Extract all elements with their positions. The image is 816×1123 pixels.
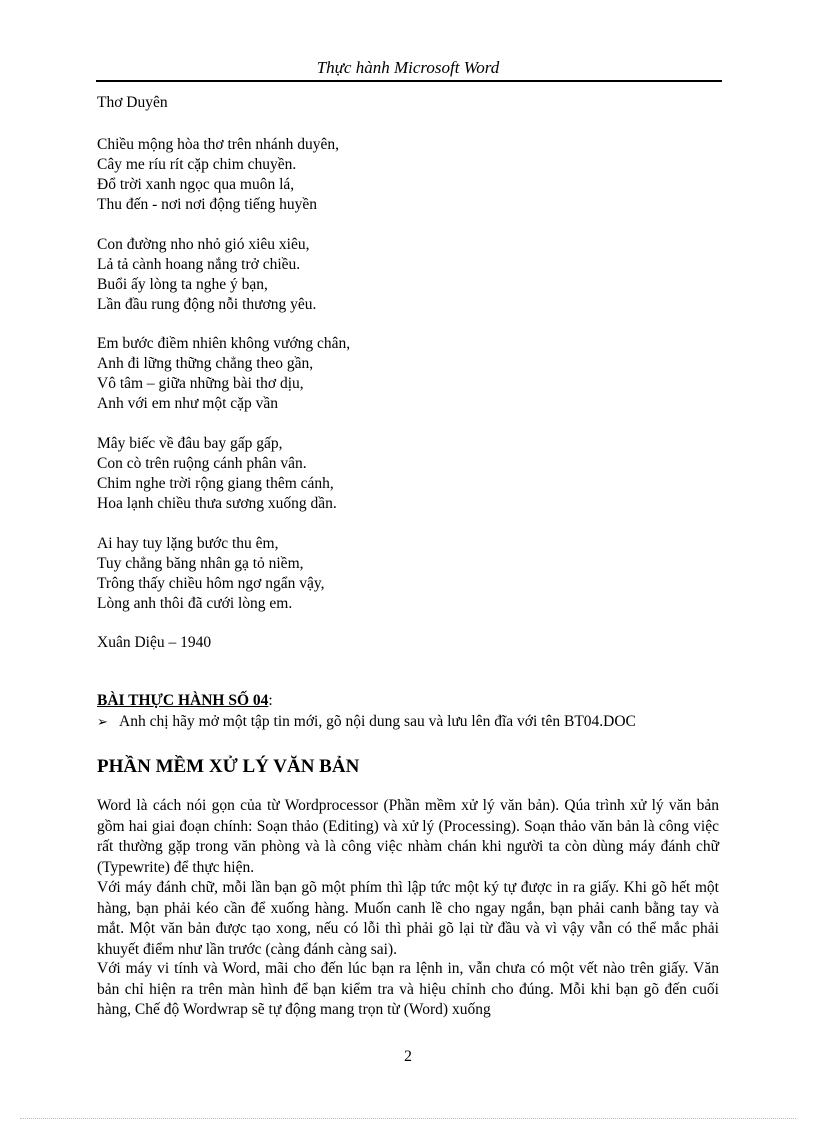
exercise-heading-colon: : <box>268 692 273 709</box>
poem-line: Thu đến - nơi nơi động tiếng huyền <box>97 196 318 213</box>
poem-line: Trông thấy chiều hôm ngơ ngẩn vậy, <box>97 575 325 592</box>
poem-line: Hoa lạnh chiều thưa sương xuống dần. <box>97 495 337 512</box>
poem-line: Buổi ấy lòng ta nghe ý bạn, <box>97 276 268 293</box>
body-paragraph-2: Với máy đánh chữ, mỗi lần bạn gõ một phím thì lập tức một ký tự được in ra giấy. Khi gõ hết một hàng, bạn phải kéo cần để xuống hàng. Muốn canh lề cho ngay ngắn, bạn phải canh bằng tay và mắt. Một văn bản được tạo xong, nếu có lỗi thì phải gõ lại từ đầu và vì vậy vẫn có thể mắc phải khuyết điểm như lần trước (càng đánh càng sai). <box>97 879 719 958</box>
poem-line: Anh với em như một cặp vần <box>97 395 279 412</box>
poem-line: Ai hay tuy lặng bước thu êm, <box>97 535 279 552</box>
header-rule <box>96 80 722 82</box>
poem-line: Lần đầu rung động nỗi thương yêu. <box>97 296 317 313</box>
poem-line: Chim nghe trời rộng giang thêm cánh, <box>97 475 334 492</box>
poem-line: Mây biếc về đâu bay gấp gấp, <box>97 435 283 452</box>
poem-line: Vô tâm – giữa những bài thơ dịu, <box>97 375 304 392</box>
poem-line: Em bước điềm nhiên không vướng chân, <box>97 335 351 352</box>
exercise-instruction <box>97 713 636 731</box>
poem-line: Đổ trời xanh ngọc qua muôn lá, <box>97 176 295 193</box>
poem-author: Xuân Diệu – 1940 <box>97 634 212 651</box>
poem-line: Lả tả cành hoang nắng trở chiều. <box>97 256 301 273</box>
poem-title: Thơ Duyên <box>97 94 168 111</box>
body-paragraph-3: Với máy vi tính và Word, mãi cho đến lúc bạn ra lệnh in, vẫn chưa có một vết nào trên giấy. Văn bản chỉ hiện ra trên màn hình để bạn kiểm tra và hiệu chỉnh cho đúng. Mỗi khi bạn gõ đến cuối hàng, Chế độ Wordwrap sẽ tự động mang trọn từ (Word) xuống <box>97 960 719 1018</box>
poem-line: Tuy chẳng băng nhân gạ tỏ niềm, <box>97 555 304 572</box>
exercise-instruction-text: Anh chị hãy mở một tập tin mới, gõ nội dung sau và lưu lên đĩa với tên BT04.DOC <box>119 713 636 730</box>
body-paragraph-1: Word là cách nói gọn của từ Wordprocessor (Phần mềm xử lý văn bản). Qúa trình xử lý văn bản gồm hai giai đoạn chính: Soạn thảo (Editing) và xử lý (Processing). Soạn thảo văn bản là công việc rất thường gặp trong văn phòng và là công việc nhàm chán khi người ta còn dùng máy đánh chữ (Typewrite) để thực hiện. <box>97 797 719 876</box>
poem-line: Con đường nho nhỏ gió xiêu xiêu, <box>97 236 310 253</box>
exercise-heading <box>97 692 273 710</box>
section-title: PHẦN MỀM XỬ LÝ VĂN BẢN <box>97 756 360 777</box>
page-header-title: Thực hành Microsoft Word <box>316 58 500 77</box>
poem-line: Con cò trên ruộng cánh phân vân. <box>97 455 307 472</box>
poem-line: Lòng anh thôi đã cưới lòng em. <box>97 595 293 612</box>
poem-line: Chiều mộng hòa thơ trên nhánh duyên, <box>97 136 339 153</box>
poem-line: Cây me ríu rít cặp chim chuyền. <box>97 156 297 173</box>
arrow-bullet-icon: ➢ <box>97 714 108 729</box>
exercise-heading-label: BÀI THỰC HÀNH SỐ 04 <box>97 692 269 709</box>
poem-line: Anh đi lững thững chẳng theo gần, <box>97 355 314 372</box>
page-number: 2 <box>404 1048 412 1065</box>
page-bottom-edge <box>20 1118 796 1119</box>
